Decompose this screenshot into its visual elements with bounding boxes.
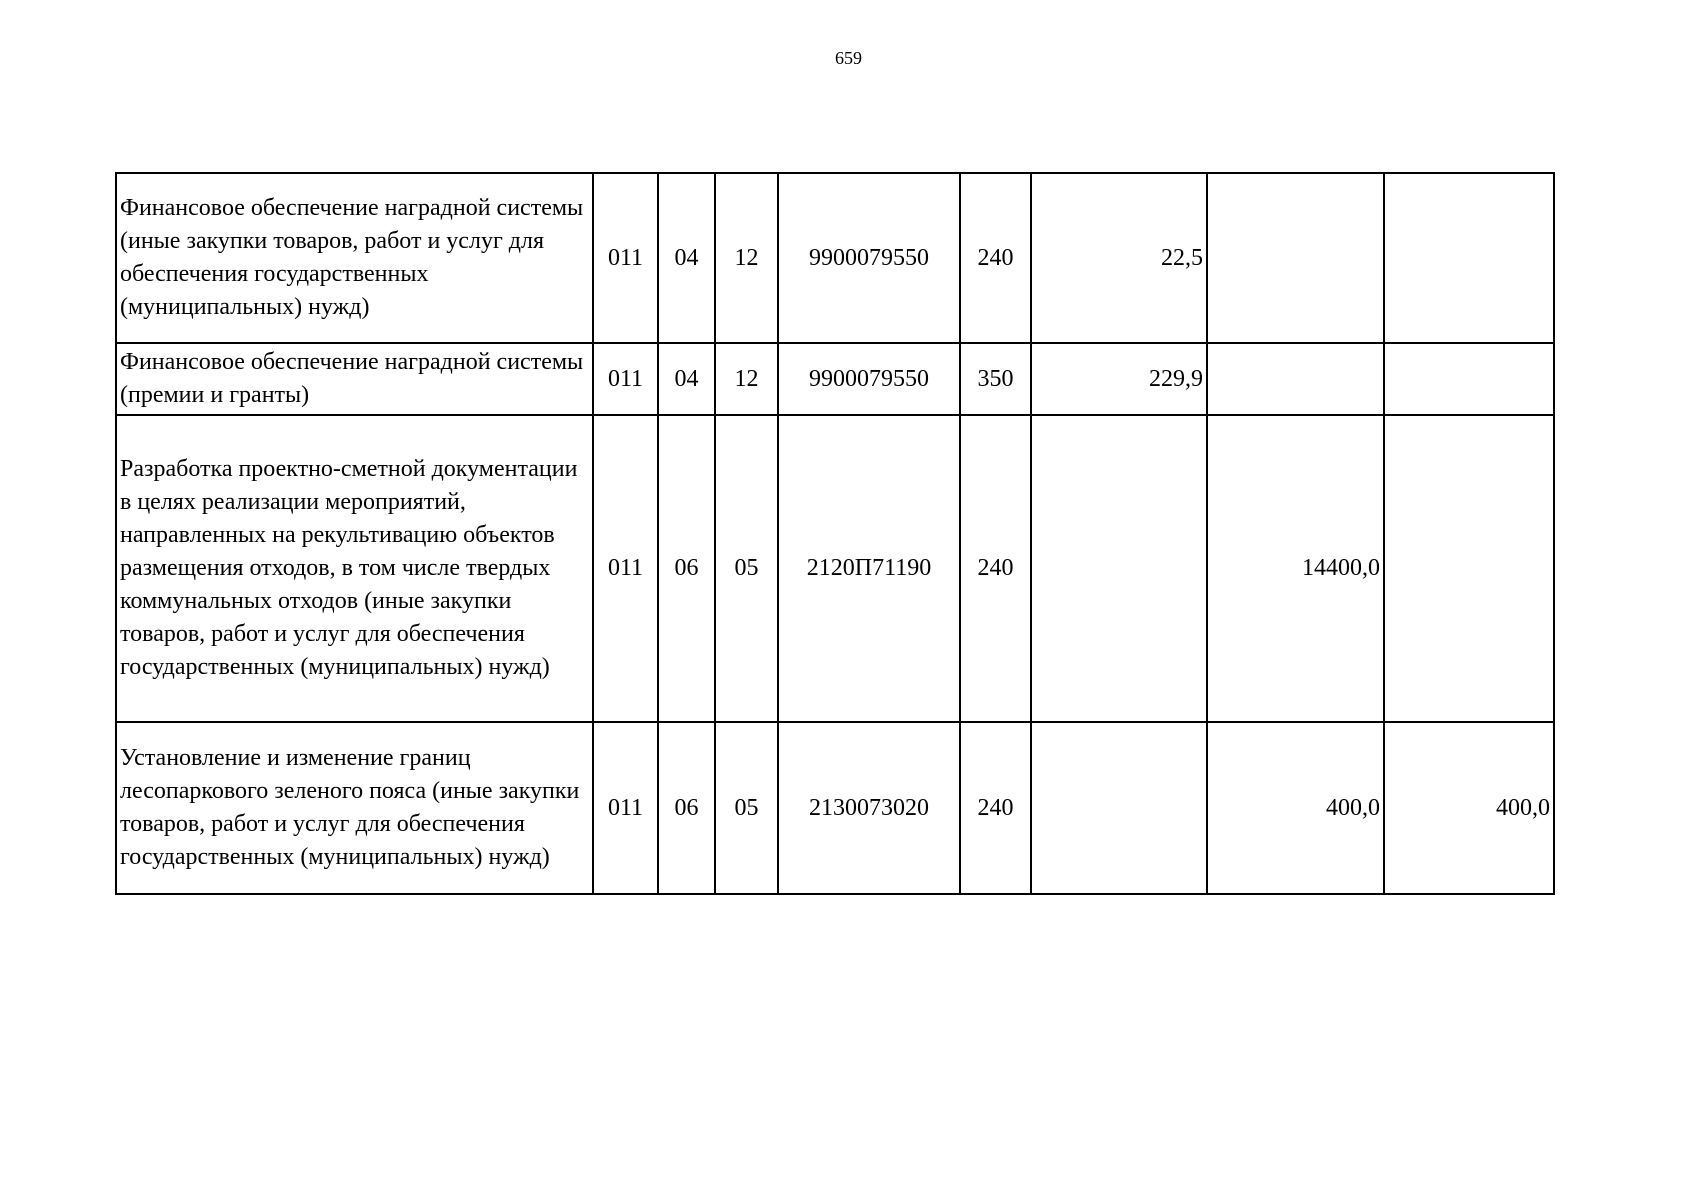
subsection-code: 05 — [715, 415, 778, 722]
row-description: Финансовое обеспечение наградной системы (премии и гранты) — [116, 343, 593, 415]
expense-type-code: 240 — [960, 415, 1031, 722]
ministry-code: 011 — [593, 415, 658, 722]
amount-3 — [1384, 173, 1554, 343]
amount-3 — [1384, 343, 1554, 415]
expense-type-code: 240 — [960, 722, 1031, 894]
section-code: 04 — [658, 343, 715, 415]
amount-3 — [1384, 415, 1554, 722]
amount-3: 400,0 — [1384, 722, 1554, 894]
page-number: 659 — [835, 48, 862, 68]
table-row — [116, 722, 1554, 894]
amount-2 — [1207, 173, 1384, 343]
row-description: Финансовое обеспечение наградной системы (иные закупки товаров, работ и услуг для обеспечения государственных (муниципальных) нужд) — [116, 173, 593, 343]
amount-1: 22,5 — [1031, 173, 1207, 343]
target-article-code: 2130073020 — [778, 722, 960, 894]
section-code: 04 — [658, 173, 715, 343]
subsection-code: 05 — [715, 722, 778, 894]
row-description: Разработка проектно-сметной документации в целях реализации мероприятий, направленных на рекультивацию объектов размещения отходов, в том числе твердых коммунальных отходов (иные закупки товаров, работ и услуг для обеспечения государственных (муниципальных) нужд) — [116, 415, 593, 722]
amount-1: 229,9 — [1031, 343, 1207, 415]
budget-table — [115, 172, 1555, 895]
subsection-code: 12 — [715, 343, 778, 415]
ministry-code: 011 — [593, 173, 658, 343]
amount-1 — [1031, 722, 1207, 894]
subsection-code: 12 — [715, 173, 778, 343]
table-row — [116, 415, 1554, 722]
target-article-code: 2120П71190 — [778, 415, 960, 722]
section-code: 06 — [658, 722, 715, 894]
section-code: 06 — [658, 415, 715, 722]
ministry-code: 011 — [593, 343, 658, 415]
expense-type-code: 350 — [960, 343, 1031, 415]
target-article-code: 9900079550 — [778, 173, 960, 343]
ministry-code: 011 — [593, 722, 658, 894]
target-article-code: 9900079550 — [778, 343, 960, 415]
amount-2 — [1207, 343, 1384, 415]
amount-2: 14400,0 — [1207, 415, 1384, 722]
row-description: Установление и изменение границ лесопаркового зеленого пояса (иные закупки товаров, работ и услуг для обеспечения государственных (муниципальных) нужд) — [116, 722, 593, 894]
amount-1 — [1031, 415, 1207, 722]
table-row — [116, 343, 1554, 415]
amount-2: 400,0 — [1207, 722, 1384, 894]
table-row — [116, 173, 1554, 343]
expense-type-code: 240 — [960, 173, 1031, 343]
